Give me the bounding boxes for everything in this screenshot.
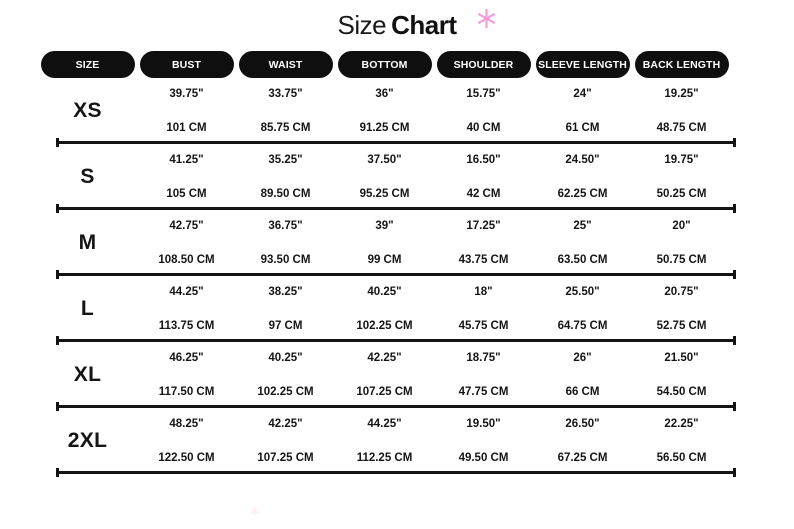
value-cm: 56.50 CM	[656, 452, 707, 464]
table-row-l	[0, 276, 794, 339]
value-inches: 18"	[474, 286, 493, 298]
column-header-label: BOTTOM	[361, 58, 408, 71]
value-inches: 26"	[573, 352, 592, 364]
size-label: L	[80, 296, 95, 320]
measurement-cell	[335, 210, 434, 273]
measurement-cell	[236, 276, 335, 339]
value-cm: 50.75 CM	[656, 254, 707, 266]
value-cm: 105 CM	[166, 188, 207, 200]
measurement-cell	[533, 210, 632, 273]
value-inches: 19.50"	[466, 418, 501, 430]
measurement-cell	[434, 342, 533, 405]
size-label: XS	[73, 98, 102, 122]
size-table-body	[0, 78, 794, 474]
table-header-row	[0, 51, 794, 78]
column-header-waist	[239, 51, 333, 78]
value-cm: 52.75 CM	[656, 320, 707, 332]
column-header-bottom	[338, 51, 432, 78]
measurement-cell	[137, 144, 236, 207]
column-header-sleeve-length	[536, 51, 630, 78]
measurement-cell	[434, 78, 533, 141]
measurement-cell	[632, 78, 731, 141]
measurement-cell	[236, 408, 335, 471]
column-header-shoulder	[437, 51, 531, 78]
value-inches: 39.75"	[169, 88, 204, 100]
value-inches: 41.25"	[169, 154, 204, 166]
value-cm: 85.75 CM	[260, 122, 311, 134]
measurement-cell	[632, 408, 731, 471]
value-cm: 95.25 CM	[359, 188, 410, 200]
size-cell	[38, 144, 137, 207]
value-cm: 91.25 CM	[359, 122, 410, 134]
value-cm: 47.75 CM	[458, 386, 509, 398]
row-divider	[57, 471, 735, 474]
value-inches: 25.50"	[565, 286, 600, 298]
column-header-label: SHOULDER	[453, 58, 514, 71]
title-bold: Chart	[391, 10, 457, 40]
column-header-label: SIZE	[75, 58, 100, 71]
value-cm: 62.25 CM	[557, 188, 608, 200]
value-cm: 107.25 CM	[356, 386, 413, 398]
measurement-cell	[434, 144, 533, 207]
value-inches: 44.25"	[367, 418, 402, 430]
size-label: 2XL	[67, 428, 108, 452]
value-cm: 40 CM	[466, 122, 501, 134]
measurement-cell	[236, 144, 335, 207]
measurement-cell	[632, 144, 731, 207]
value-inches: 40.25"	[367, 286, 402, 298]
value-cm: 66 CM	[565, 386, 600, 398]
value-cm: 112.25 CM	[356, 452, 413, 464]
measurement-cell	[137, 342, 236, 405]
value-cm: 99 CM	[367, 254, 402, 266]
value-inches: 26.50"	[565, 418, 600, 430]
value-inches: 17.25"	[466, 220, 501, 232]
value-inches: 42.25"	[268, 418, 303, 430]
size-cell	[38, 342, 137, 405]
value-cm: 102.25 CM	[356, 320, 413, 332]
measurement-cell	[236, 78, 335, 141]
size-label: M	[78, 230, 97, 254]
size-cell	[38, 408, 137, 471]
measurement-cell	[335, 342, 434, 405]
value-cm: 54.50 CM	[656, 386, 707, 398]
size-label: S	[80, 164, 95, 188]
value-inches: 42.75"	[169, 220, 204, 232]
table-row-xl	[0, 342, 794, 405]
value-inches: 36"	[375, 88, 394, 100]
column-header-label: BUST	[172, 58, 201, 71]
value-cm: 64.75 CM	[557, 320, 608, 332]
measurement-cell	[137, 408, 236, 471]
value-cm: 108.50 CM	[158, 254, 215, 266]
value-inches: 25"	[573, 220, 592, 232]
measurement-cell	[434, 408, 533, 471]
value-cm: 61 CM	[565, 122, 600, 134]
value-cm: 97 CM	[268, 320, 303, 332]
value-inches: 21.50"	[664, 352, 699, 364]
table-row-m	[0, 210, 794, 273]
size-cell	[38, 276, 137, 339]
table-row-xs	[0, 78, 794, 141]
value-cm: 49.50 CM	[458, 452, 509, 464]
row-divider	[57, 339, 735, 342]
value-cm: 50.25 CM	[656, 188, 707, 200]
sparkle-icon	[476, 8, 497, 29]
value-cm: 67.25 CM	[557, 452, 608, 464]
measurement-cell	[434, 210, 533, 273]
column-header-size	[41, 51, 135, 78]
value-cm: 45.75 CM	[458, 320, 509, 332]
value-inches: 33.75"	[268, 88, 303, 100]
value-cm: 107.25 CM	[257, 452, 314, 464]
measurement-cell	[632, 342, 731, 405]
value-inches: 39"	[375, 220, 394, 232]
row-divider	[57, 273, 735, 276]
column-header-label: WAIST	[268, 58, 303, 71]
table-row-s	[0, 144, 794, 207]
size-cell	[38, 210, 137, 273]
row-divider	[57, 207, 735, 210]
row-divider	[57, 141, 735, 144]
size-cell	[38, 78, 137, 141]
measurement-cell	[236, 210, 335, 273]
value-inches: 40.25"	[268, 352, 303, 364]
value-inches: 16.50"	[466, 154, 501, 166]
measurement-cell	[137, 78, 236, 141]
measurement-cell	[434, 276, 533, 339]
measurement-cell	[335, 276, 434, 339]
column-header-bust	[140, 51, 234, 78]
measurement-cell	[632, 276, 731, 339]
value-inches: 44.25"	[169, 286, 204, 298]
measurement-cell	[533, 342, 632, 405]
value-inches: 37.50"	[367, 154, 402, 166]
table-row-2xl	[0, 408, 794, 471]
value-cm: 48.75 CM	[656, 122, 707, 134]
value-inches: 42.25"	[367, 352, 402, 364]
value-inches: 18.75"	[466, 352, 501, 364]
value-cm: 102.25 CM	[257, 386, 314, 398]
column-header-back-length	[635, 51, 729, 78]
value-cm: 113.75 CM	[158, 320, 215, 332]
measurement-cell	[137, 210, 236, 273]
value-cm: 42 CM	[466, 188, 501, 200]
value-cm: 101 CM	[166, 122, 207, 134]
value-cm: 117.50 CM	[158, 386, 215, 398]
value-inches: 24"	[573, 88, 592, 100]
title-regular: Size	[337, 10, 387, 40]
measurement-cell	[533, 408, 632, 471]
measurement-cell	[533, 144, 632, 207]
measurement-cell	[632, 210, 731, 273]
row-divider	[57, 405, 735, 408]
size-label: XL	[73, 362, 102, 386]
value-inches: 19.25"	[664, 88, 699, 100]
measurement-cell	[335, 408, 434, 471]
value-cm: 89.50 CM	[260, 188, 311, 200]
measurement-cell	[533, 78, 632, 141]
value-inches: 48.25"	[169, 418, 204, 430]
value-cm: 43.75 CM	[458, 254, 509, 266]
measurement-cell	[533, 276, 632, 339]
page-title	[0, 0, 794, 48]
value-inches: 38.25"	[268, 286, 303, 298]
value-inches: 46.25"	[169, 352, 204, 364]
value-inches: 20"	[672, 220, 691, 232]
measurement-cell	[236, 342, 335, 405]
measurement-cell	[335, 78, 434, 141]
value-cm: 93.50 CM	[260, 254, 311, 266]
value-cm: 63.50 CM	[557, 254, 608, 266]
value-inches: 22.25"	[664, 418, 699, 430]
value-inches: 35.25"	[268, 154, 303, 166]
measurement-cell	[335, 144, 434, 207]
faint-sparkle-icon	[250, 506, 260, 516]
column-header-label: BACK LENGTH	[642, 58, 721, 71]
measurement-cell	[137, 276, 236, 339]
value-inches: 19.75"	[664, 154, 699, 166]
value-inches: 24.50"	[565, 154, 600, 166]
value-inches: 15.75"	[466, 88, 501, 100]
value-inches: 20.75"	[664, 286, 699, 298]
column-header-label: SLEEVE LENGTH	[538, 58, 627, 71]
value-inches: 36.75"	[268, 220, 303, 232]
value-cm: 122.50 CM	[158, 452, 215, 464]
